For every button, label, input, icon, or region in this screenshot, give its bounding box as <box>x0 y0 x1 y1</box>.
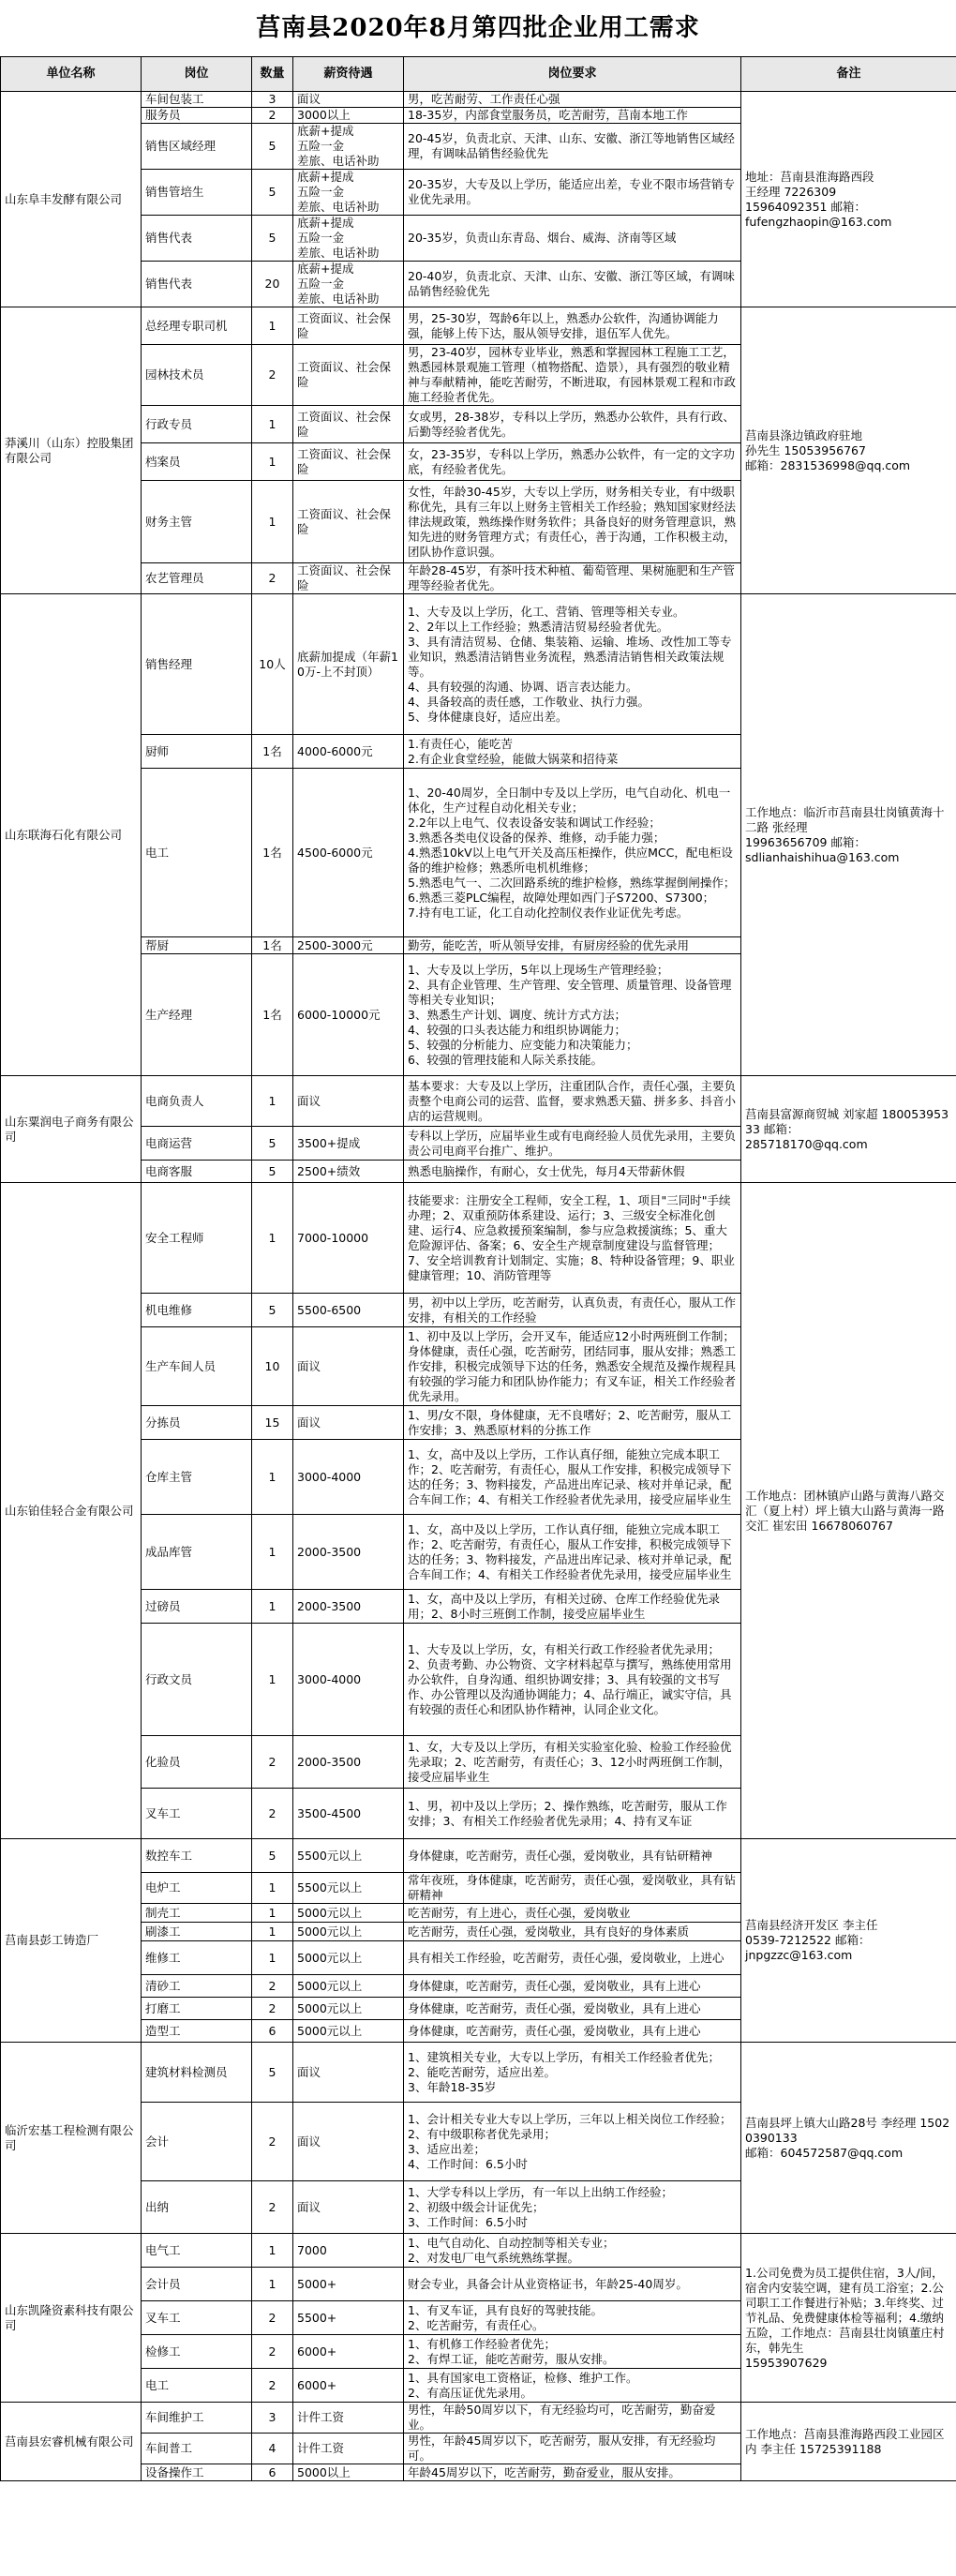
salary-cell: 7000 <box>293 2234 404 2268</box>
count-cell: 2 <box>252 2301 293 2335</box>
position-cell: 销售经理 <box>142 594 252 735</box>
count-cell: 2 <box>252 345 293 406</box>
position-cell: 车间包装工 <box>142 92 252 108</box>
count-cell: 1 <box>252 406 293 443</box>
position-cell: 刷漆工 <box>142 1923 252 1941</box>
salary-cell: 5000元以上 <box>293 1923 404 1941</box>
salary-cell: 工资面议、社会保险 <box>293 307 404 345</box>
requirement-cell: 1、女，大专及以上学历，有相关实验室化验、检验工作经验优先录取；2、吃苦耐劳，有责任心；3、12小时两班倒工作制，接受应届毕业生 <box>404 1736 741 1789</box>
count-cell: 1 <box>252 307 293 345</box>
count-cell: 10人 <box>252 594 293 735</box>
position-cell: 销售区域经理 <box>142 124 252 170</box>
position-cell: 车间维护工 <box>142 2403 252 2434</box>
position-cell: 厨师 <box>142 735 252 769</box>
count-cell: 5 <box>252 1127 293 1161</box>
position-cell: 电气工 <box>142 2234 252 2268</box>
table-row <box>1 1183 956 1294</box>
requirement-cell: 女或男，28-38岁，专科以上学历，熟悉办公软件，具有行政、后勤等经验者优先。 <box>404 406 741 443</box>
position-cell: 车间普工 <box>142 2434 252 2464</box>
count-cell: 1 <box>252 1590 293 1624</box>
position-cell: 出纳 <box>142 2181 252 2234</box>
salary-cell: 2500-3000元 <box>293 937 404 954</box>
position-cell: 服务员 <box>142 108 252 124</box>
salary-cell: 6000-10000元 <box>293 954 404 1076</box>
count-cell: 5 <box>252 170 293 216</box>
salary-cell: 5000元以上 <box>293 1998 404 2020</box>
position-cell: 电商负责人 <box>142 1076 252 1127</box>
requirement-cell: 身体健康，吃苦耐劳，责任心强，爱岗敬业，具有上进心 <box>404 2020 741 2043</box>
count-cell: 2 <box>252 2181 293 2234</box>
position-cell: 销售代表 <box>142 216 252 262</box>
position-cell: 设备操作工 <box>142 2464 252 2481</box>
header-company: 单位名称 <box>1 57 142 92</box>
jobs-table <box>0 56 956 2481</box>
count-cell: 15 <box>252 1406 293 1440</box>
salary-cell: 底薪加提成（年薪10万-上不封顶） <box>293 594 404 735</box>
table-row <box>1 307 956 345</box>
note-cell: 莒南县经济开发区 李主任 0539-7212522 邮箱： jnpgzzc@163.com <box>741 1839 956 2043</box>
salary-cell: 面议 <box>293 1406 404 1440</box>
salary-cell: 5500-6500 <box>293 1294 404 1327</box>
requirement-cell: 1、女，高中及以上学历，工作认真仔细，能独立完成本职工作；2、吃苦耐劳，有责任心，服从工作安排，积极完成领导下达的任务；3、物料接发，产品进出库记录、核对并单记录，配合车间工作；4、有相关工作经验者优先录用，接受应届毕业生 <box>404 1515 741 1590</box>
position-cell: 生产经理 <box>142 954 252 1076</box>
count-cell: 10 <box>252 1327 293 1406</box>
requirement-cell: 1、具有国家电工资格证，检修、维护工作。 2、有高压证优先录用。 <box>404 2369 741 2403</box>
header-requirement: 岗位要求 <box>404 57 741 92</box>
salary-cell: 工资面议、社会保险 <box>293 345 404 406</box>
requirement-cell: 财会专业，具备会计从业资格证书，年龄25-40周岁。 <box>404 2268 741 2301</box>
requirement-cell: 男，25-30岁，驾龄6年以上，熟悉办公软件，沟通协调能力强，能够上传下达，服从领导安排，退伍军人优先。 <box>404 307 741 345</box>
company-name-cell: 莽溪川（山东）控股集团有限公司 <box>1 307 142 594</box>
salary-cell: 2500+绩效 <box>293 1161 404 1183</box>
requirement-cell: 20-40岁，负责北京、天津、山东、安徽、浙江等区域，有调味品销售经验优先 <box>404 262 741 307</box>
requirement-cell: 勤劳，能吃苦，听从领导安排，有厨房经验的优先录用 <box>404 937 741 954</box>
requirement-cell: 1、大学专科以上学历，有一年以上出纳工作经验； 2、初级中级会计证优先； 3、工作时间：6.5小时 <box>404 2181 741 2234</box>
header-note: 备注 <box>741 57 956 92</box>
count-cell: 1 <box>252 1076 293 1127</box>
count-cell: 2 <box>252 2335 293 2369</box>
count-cell: 1 <box>252 1923 293 1941</box>
salary-cell: 3500+提成 <box>293 1127 404 1161</box>
count-cell: 1 <box>252 2234 293 2268</box>
position-cell: 电工 <box>142 769 252 937</box>
note-cell: 1.公司免费为员工提供住宿，3人/间，宿舍内安装空调，建有员工浴室；2.公司职工工作餐进行补贴；3.年终奖、过节礼品、免费健康体检等福利；4.缴纳五险，工作地点：莒南县壮岗镇董庄村东，韩先生 15953907629 <box>741 2234 956 2403</box>
position-cell: 清砂工 <box>142 1975 252 1998</box>
count-cell: 1 <box>252 1624 293 1736</box>
position-cell: 分拣员 <box>142 1406 252 1440</box>
header-salary: 薪资待遇 <box>293 57 404 92</box>
salary-cell: 底薪+提成 五险一金 差旅、电话补助 <box>293 124 404 170</box>
note-cell: 工作地点：团林镇庐山路与黄海八路交汇（夏上村）坪上镇大山路与黄海一路交汇 崔宏田 16678060767 <box>741 1183 956 1839</box>
position-cell: 造型工 <box>142 2020 252 2043</box>
salary-cell: 面议 <box>293 92 404 108</box>
requirement-cell: 女性，年龄30-45岁，大专以上学历，财务相关专业，有中级职称优先，具有三年以上财务主管相关工作经验；熟知国家财经法律法规政策，熟练操作财务软件；具备良好的财务管理意识，熟知先进的财务管理方式；有责任心，善于沟通，工作积极主动，团队协作意识强。 <box>404 481 741 563</box>
requirement-cell: 1、大专及以上学历，5年以上现场生产管理经验； 2、具有企业管理、生产管理、安全管理、质量管理、设备管理等相关专业知识； 3、熟悉生产计划、调度、统计方式方法； 4、较强的口头表达能力和组织协调能力； 5、较强的分析能力、应变能力和决策能力； 6、较强的管理技能和人际关系技能。 <box>404 954 741 1076</box>
salary-cell: 3000-4000 <box>293 1440 404 1515</box>
count-cell: 1 <box>252 1515 293 1590</box>
count-cell: 5 <box>252 216 293 262</box>
requirement-cell: 1、会计相关专业大专以上学历，三年以上相关岗位工作经验； 2、有中级职称者优先录用； 3、适应出差； 4、工作时间：6.5小时 <box>404 2103 741 2181</box>
salary-cell: 3500-4500 <box>293 1789 404 1839</box>
salary-cell: 5500元以上 <box>293 1873 404 1904</box>
requirement-cell: 熟悉电脑操作，有耐心，女士优先，每月4天带薪休假 <box>404 1161 741 1183</box>
count-cell: 2 <box>252 2103 293 2181</box>
position-cell: 成品库管 <box>142 1515 252 1590</box>
requirement-cell: 技能要求：注册安全工程师，安全工程，1、项目"三同时"手续办理；2、双重预防体系建设、运行；3、三级安全标准化创建、运行4、应急救援预案编制，参与应急救援演练；5、重大危险源评估、备案；6、安全生产规章制度建设与监督管理；7、安全培训教育计划制定、实施；8、特种设备管理；9、职业健康管理；10、消防管理等 <box>404 1183 741 1294</box>
page-title: 莒南县2020年8月第四批企业用工需求 <box>256 14 700 42</box>
requirement-cell: 1、建筑相关专业，大专以上学历，有相关工作经验者优先； 2、能吃苦耐劳，适应出差。 3、年龄18-35岁 <box>404 2043 741 2103</box>
salary-cell: 2000-3500 <box>293 1736 404 1789</box>
position-cell: 电商客服 <box>142 1161 252 1183</box>
salary-cell: 工资面议、社会保险 <box>293 443 404 481</box>
requirement-cell: 1、有叉车证，具有良好的驾驶技能。 2、吃苦耐劳，有责任心。 <box>404 2301 741 2335</box>
salary-cell: 底薪+提成 五险一金 差旅、电话补助 <box>293 216 404 262</box>
requirement-cell: 男，23-40岁，园林专业毕业，熟悉和掌握园林工程施工工艺，熟悉园林景观施工管理（植物搭配、造景），具有强烈的敬业精神与奉献精神，能吃苦耐劳，不断进取，有园林景观工程和市政施工经验者优先。 <box>404 345 741 406</box>
count-cell: 1名 <box>252 954 293 1076</box>
requirement-cell: 具有相关工作经验，吃苦耐劳，责任心强，爱岗敬业，上进心 <box>404 1941 741 1975</box>
position-cell: 检修工 <box>142 2335 252 2369</box>
count-cell: 1名 <box>252 937 293 954</box>
position-cell: 叉车工 <box>142 2301 252 2335</box>
company-name-cell: 山东粟润电子商务有限公司 <box>1 1076 142 1183</box>
position-cell: 财务主管 <box>142 481 252 563</box>
requirement-cell: 吃苦耐劳，有上进心，责任心强，爱岗敬业 <box>404 1904 741 1923</box>
requirement-cell: 1、电气自动化、自动控制等相关专业； 2、对发电厂电气系统熟练掌握。 <box>404 2234 741 2268</box>
salary-cell: 5000元以上 <box>293 1941 404 1975</box>
salary-cell: 计件工资 <box>293 2434 404 2464</box>
requirement-cell: 20-35岁，负责山东青岛、烟台、威海、济南等区域 <box>404 216 741 262</box>
position-cell: 数控车工 <box>142 1839 252 1873</box>
table-row <box>1 92 956 108</box>
requirement-cell: 1、有机修工作经验者优先； 2、有焊工证，能吃苦耐劳，服从安排。 <box>404 2335 741 2369</box>
count-cell: 3 <box>252 2403 293 2434</box>
salary-cell: 5500元以上 <box>293 1839 404 1873</box>
salary-cell: 计件工资 <box>293 2403 404 2434</box>
position-cell: 打磨工 <box>142 1998 252 2020</box>
note-cell: 莒南县坪上镇大山路28号 李经理 15020390133 邮箱：604572587@qq.com <box>741 2043 956 2234</box>
count-cell: 20 <box>252 262 293 307</box>
company-name-cell: 莒南县宏睿机械有限公司 <box>1 2403 142 2481</box>
count-cell: 5 <box>252 124 293 170</box>
requirement-cell: 专科以上学历，应届毕业生或有电商经验人员优先录用，主要负责公司电商平台推广、维护。 <box>404 1127 741 1161</box>
requirement-cell: 1、大专及以上学历，化工、营销、管理等相关专业。 2、2年以上工作经验；熟悉清洁贸易经验者优先。 3、具有清洁贸易、仓储、集装箱、运输、堆场、改性加工等专业知识，熟悉清洁销售业务流程，熟悉清洁销售相关政策法规等。 4、具有较强的沟通、协调、语言表达能力。 4、具备较高的责任感，工作敬业、执行力强。 5、身体健康良好，适应出差。 <box>404 594 741 735</box>
count-cell: 1 <box>252 1873 293 1904</box>
count-cell: 1 <box>252 481 293 563</box>
salary-cell: 面议 <box>293 1327 404 1406</box>
table-row <box>1 1076 956 1127</box>
table-header-row <box>1 57 956 92</box>
salary-cell: 工资面议、社会保险 <box>293 406 404 443</box>
salary-cell: 工资面议、社会保险 <box>293 563 404 594</box>
table-row <box>1 2043 956 2103</box>
count-cell: 5 <box>252 1161 293 1183</box>
company-name-cell: 莒南县彭工铸造厂 <box>1 1839 142 2043</box>
count-cell: 3 <box>252 92 293 108</box>
salary-cell: 面议 <box>293 2103 404 2181</box>
position-cell: 行政文员 <box>142 1624 252 1736</box>
table-row <box>1 2234 956 2268</box>
count-cell: 1 <box>252 443 293 481</box>
count-cell: 4 <box>252 2434 293 2464</box>
position-cell: 电炉工 <box>142 1873 252 1904</box>
requirement-cell: 1、大专及以上学历，女，有相关行政工作经验者优先录用；2、负责考勤、办公物资、文字材料起草与撰写，熟练使用常用办公软件，自身沟通、组织协调安排；3、具有较强的文书写作、办公管理以及沟通协调能力；4、品行端正，诚实守信，具有较强的责任心和团队协作精神，认同企业文化。 <box>404 1624 741 1736</box>
salary-cell: 5000元以上 <box>293 2020 404 2043</box>
count-cell: 6 <box>252 2020 293 2043</box>
requirement-cell: 1、男，初中及以上学历；2、操作熟练，吃苦耐劳，服从工作安排；3、有相关工作经验者优先录用；4、持有叉车证 <box>404 1789 741 1839</box>
salary-cell: 5500+ <box>293 2301 404 2335</box>
salary-cell: 5000元以上 <box>293 1904 404 1923</box>
salary-cell: 5000元以上 <box>293 1975 404 1998</box>
count-cell: 1 <box>252 1440 293 1515</box>
position-cell: 会计员 <box>142 2268 252 2301</box>
requirement-cell: 吃苦耐劳，责任心强，爱岗敬业，具有良好的身体素质 <box>404 1923 741 1941</box>
position-cell: 农艺管理员 <box>142 563 252 594</box>
requirement-cell: 男性，年龄45周岁以下，吃苦耐劳，服从安排，有无经验均可。 <box>404 2434 741 2464</box>
count-cell: 2 <box>252 1736 293 1789</box>
requirement-cell: 男性，年龄50周岁以下，有无经验均可，吃苦耐劳，勤奋爱业。 <box>404 2403 741 2434</box>
salary-cell: 3000-4000 <box>293 1624 404 1736</box>
salary-cell: 7000-10000 <box>293 1183 404 1294</box>
salary-cell: 4500-6000元 <box>293 769 404 937</box>
note-cell: 地址：莒南县淮海路西段 王经理 7226309 15964092351 邮箱： fufengzhaopin@163.com <box>741 92 956 307</box>
position-cell: 生产车间人员 <box>142 1327 252 1406</box>
header-position: 岗位 <box>142 57 252 92</box>
table-row <box>1 1839 956 1873</box>
count-cell: 2 <box>252 108 293 124</box>
position-cell: 建筑材料检测员 <box>142 2043 252 2103</box>
position-cell: 电商运营 <box>142 1127 252 1161</box>
requirement-cell: 年龄28-45岁，有茶叶技术种植、葡萄管理、果树施肥和生产管理等经验者优先。 <box>404 563 741 594</box>
position-cell: 总经理专职司机 <box>142 307 252 345</box>
salary-cell: 4000-6000元 <box>293 735 404 769</box>
company-name-cell: 山东铂佳轻合金有限公司 <box>1 1183 142 1839</box>
requirement-cell: 20-35岁，大专及以上学历，能适应出差，专业不限市场营销专业优先录用。 <box>404 170 741 216</box>
salary-cell: 5000+ <box>293 2268 404 2301</box>
position-cell: 档案员 <box>142 443 252 481</box>
count-cell: 6 <box>252 2464 293 2481</box>
requirement-cell: 1、20-40周岁，全日制中专及以上学历，电气自动化、机电一体化，生产过程自动化相关专业； 2.2年以上电气、仪表设备安装和调试工作经验； 3.熟悉各类电仪设备的保养、维修，动手能力强； 4.熟悉10kV以上电气开关及高压柜操作，供应MCC，配电柜设备的维护检修；熟悉所电机机维修； 5.熟悉电气一、二次回路系统的维护检修，熟练掌握倒闸操作； 6.熟悉三菱PLC编程，故障处理如西门子S7200、S7300； 7.持有电工证，化工自动化控制仪表作业证优先考虑。 <box>404 769 741 937</box>
requirement-cell: 女，23-35岁，专科以上学历，熟悉办公软件，有一定的文字功底，有经验者优先。 <box>404 443 741 481</box>
table-row <box>1 594 956 735</box>
count-cell: 1 <box>252 1904 293 1923</box>
count-cell: 2 <box>252 1998 293 2020</box>
salary-cell: 底薪+提成 五险一金 差旅、电话补助 <box>293 262 404 307</box>
requirement-cell: 基本要求：大专及以上学历，注重团队合作，责任心强，主要负责整个电商公司的运营、监督，要求熟悉天猫、拼多多、抖音小店的运营规则。 <box>404 1076 741 1127</box>
requirement-cell: 1.有责任心，能吃苦 2.有企业食堂经验，能做大锅菜和招待菜 <box>404 735 741 769</box>
salary-cell: 工资面议、社会保险 <box>293 481 404 563</box>
count-cell: 5 <box>252 1839 293 1873</box>
position-cell: 行政专员 <box>142 406 252 443</box>
count-cell: 1名 <box>252 769 293 937</box>
salary-cell: 底薪+提成 五险一金 差旅、电话补助 <box>293 170 404 216</box>
count-cell: 1名 <box>252 735 293 769</box>
salary-cell: 2000-3500 <box>293 1515 404 1590</box>
requirement-cell: 1、女，高中及以上学历，有相关过磅、仓库工作经验优先录用；2、8小时三班倒工作制，接受应届毕业生 <box>404 1590 741 1624</box>
position-cell: 维修工 <box>142 1941 252 1975</box>
count-cell: 5 <box>252 2043 293 2103</box>
company-name-cell: 临沂宏基工程检测有限公司 <box>1 2043 142 2234</box>
requirement-cell: 常年夜班，身体健康，吃苦耐劳，责任心强，爱岗敬业，具有钻研精神 <box>404 1873 741 1904</box>
position-cell: 销售管培生 <box>142 170 252 216</box>
count-cell: 1 <box>252 2268 293 2301</box>
position-cell: 化验员 <box>142 1736 252 1789</box>
count-cell: 1 <box>252 1941 293 1975</box>
requirement-cell: 男，吃苦耐劳、工作责任心强 <box>404 92 741 108</box>
note-cell: 莒南县富源商贸城 刘家超 18005395333 邮箱： 285718170@qq.com <box>741 1076 956 1183</box>
position-cell: 仓库主管 <box>142 1440 252 1515</box>
company-name-cell: 山东阜丰发酵有限公司 <box>1 92 142 307</box>
position-cell: 叉车工 <box>142 1789 252 1839</box>
jobs-table-body <box>1 92 956 2481</box>
position-cell: 制壳工 <box>142 1904 252 1923</box>
requirement-cell: 1、女，高中及以上学历，工作认真仔细，能独立完成本职工作；2、吃苦耐劳，有责任心，服从工作安排，积极完成领导下达的任务；3、物料接发，产品进出库记录、核对并单记录，配合车间工作；4、有相关工作经验者优先录用，接受应届毕业生 <box>404 1440 741 1515</box>
salary-cell: 6000+ <box>293 2369 404 2403</box>
requirement-cell: 年龄45周岁以下，吃苦耐劳，勤奋爱业，服从安排。 <box>404 2464 741 2481</box>
salary-cell: 面议 <box>293 1076 404 1127</box>
requirement-cell: 身体健康，吃苦耐劳，责任心强，爱岗敬业，具有钻研精神 <box>404 1839 741 1873</box>
salary-cell: 面议 <box>293 2043 404 2103</box>
count-cell: 2 <box>252 1975 293 1998</box>
position-cell: 机电维修 <box>142 1294 252 1327</box>
salary-cell: 3000以上 <box>293 108 404 124</box>
table-row <box>1 2403 956 2434</box>
position-cell: 帮厨 <box>142 937 252 954</box>
requirement-cell: 1、初中及以上学历，会开叉车，能适应12小时两班倒工作制；身体健康，责任心强，吃苦耐劳，团结同事，服从安排；熟悉工作安排，积极完成领导下达的任务，熟悉安全规范及操作规程具有较强的学习能力和团队协作能力；有叉车证，相关工作经验者优先录用。 <box>404 1327 741 1406</box>
requirement-cell: 身体健康，吃苦耐劳，责任心强，爱岗敬业，具有上进心 <box>404 1998 741 2020</box>
count-cell: 5 <box>252 1294 293 1327</box>
note-cell: 工作地点：临沂市莒南县壮岗镇黄海十二路 张经理 19963656709 邮箱： sdlianhaishihua@163.com <box>741 594 956 1076</box>
requirement-cell: 男，初中以上学历，吃苦耐劳，认真负责，有责任心，服从工作安排，有相关的工作经验 <box>404 1294 741 1327</box>
count-cell: 1 <box>252 1183 293 1294</box>
count-cell: 2 <box>252 2369 293 2403</box>
salary-cell: 面议 <box>293 2181 404 2234</box>
note-cell: 工作地点：莒南县淮海路西段工业园区内 李主任 15725391188 <box>741 2403 956 2481</box>
requirement-cell: 1、男/女不限，身体健康，无不良嗜好；2、吃苦耐劳，服从工作安排；3、熟悉原材料的分拣工作 <box>404 1406 741 1440</box>
position-cell: 电工 <box>142 2369 252 2403</box>
header-count: 数量 <box>252 57 293 92</box>
requirement-cell: 身体健康，吃苦耐劳，责任心强，爱岗敬业，具有上进心 <box>404 1975 741 1998</box>
position-cell: 安全工程师 <box>142 1183 252 1294</box>
position-cell: 销售代表 <box>142 262 252 307</box>
position-cell: 园林技术员 <box>142 345 252 406</box>
note-cell: 莒南县涤边镇政府驻地 孙先生 15053956767 邮箱：2831536998@qq.com <box>741 307 956 594</box>
company-name-cell: 山东联海石化有限公司 <box>1 594 142 1076</box>
position-cell: 过磅员 <box>142 1590 252 1624</box>
position-cell: 会计 <box>142 2103 252 2181</box>
requirement-cell: 18-35岁，内部食堂服务员，吃苦耐劳，莒南本地工作 <box>404 108 741 124</box>
count-cell: 2 <box>252 563 293 594</box>
requirement-cell: 20-45岁，负责北京、天津、山东、安徽、浙江等地销售区域经理，有调味品销售经验优先 <box>404 124 741 170</box>
salary-cell: 2000-3500 <box>293 1590 404 1624</box>
salary-cell: 5000以上 <box>293 2464 404 2481</box>
salary-cell: 6000+ <box>293 2335 404 2369</box>
company-name-cell: 山东凯隆资素科技有限公司 <box>1 2234 142 2403</box>
count-cell: 2 <box>252 1789 293 1839</box>
